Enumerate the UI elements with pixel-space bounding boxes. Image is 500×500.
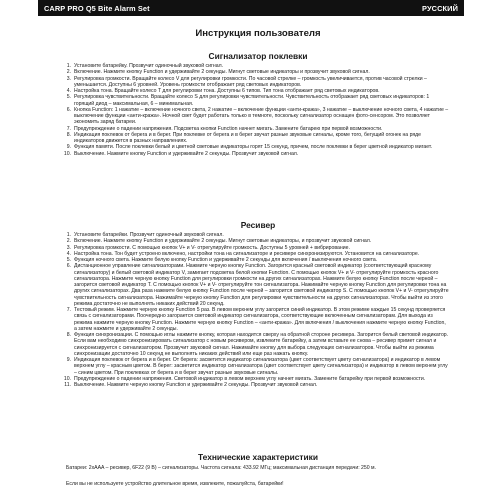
list-item-number: 8. [66,131,71,138]
list-item-number: 10. [63,375,71,382]
list-item-text: Дистанционное управление сигнализаторами. Нажмите черную кнопку Function. Загорится красный световой индикатор (соответствующий красному сигнализатору) и белый световой индикатор V, замигает подсветка белой кнопки Function. С помощью кнопок V+ и V- отрегулируйте громкость красного сигнализатора. Нажмите черную кнопку Function для регулировки громкости на других сигнализаторах. Нажмите белую кнопку Function после черной – загорится световой индикатор T. С помощью кнопок V+ и V- отрегулируйте тон сигнализатора. Нажимайте черную кнопку Function для регулировки тона на других сигнализаторах. Два раза нажмите белую кнопку Function после черной – загорится световой индикатор S. С помощью кнопок V+ и V- отрегулируйте чувствительность сигнализатора. Нажимайте черную кнопку Function для регулировки чувствительности на других сигнализаторах. Чтобы выйти из этого режима достаточно не выполнять никаких действий 20 секунд. [74,263,449,307]
list-item-text: Регулировка громкости. С помощью кнопок V+ и V- отрегулируйте громкость. Доступны 5 уровней + вибрирование. [74,244,350,251]
list-item [66,94,450,107]
list-item-text: Функция памяти. После поклевки белый и цветной световые индикаторы горят 15 секунд, причем, после поклевки в берег цветной индикатор мигает. [74,144,433,151]
receiver-section-heading: Ресивер [240,220,276,230]
list-item-text: Предупреждение о падении напряжения. Световой индикатор в левом верхнем углу начнет мигать. Замените батарейку при первой возможности. [74,375,426,382]
list-item [66,107,450,126]
list-item-number: 9. [66,357,71,363]
product-name: CARP PRO Q5 Bite Alarm Set [44,3,150,13]
list-item-number: 4. [66,250,71,257]
list-item-number: 4. [66,88,71,94]
list-item-number: 7. [66,125,71,132]
list-item-number: 3. [66,244,71,251]
document-header [38,0,464,16]
list-item-number: 10. [63,150,71,157]
specs-section-heading: Технические характеристики [197,452,319,462]
list-item [66,263,450,307]
list-item-text: Регулировка чувствительности. Вращайте колесо S для регулировки чувствительности. Чувствительность отображает ряд световых индикаторов: 1 горящий диод – максимальная, 6 – минимальная. [74,94,430,107]
list-item-text: Предупреждение о падении напряжения. Подсветка кнопки Function начнет мигать. Замените батарею при первой возможности. [74,125,383,132]
list-item-text: Выключение. Нажмите кнопку Function и удерживайте 2 секунды. Прозвучит звуковой сигнал. [74,150,299,157]
list-item-text: Настройка тона. Тон будет устроено включено, настройки тона на сигнализаторе и ресивере синхронизируются. Установится на сигнализаторе. [74,250,420,257]
page-title: Инструкция пользователя [195,28,321,39]
list-item-number: 2. [66,238,71,245]
list-item-text: Индикация поклевок от берега и в берег. От берега: засветится индикатор сигнализатора (цвет соответствует цвету сигнализатора) и индикатор в левом верхнем углу – красным цветом. В берег: засветится индикатор сигнализатора (цвет соответствует цвету сигнализатора) и индикатор в левом верхнем углу – синим цветом. При поклевках от берега и в берег звучат разные звуковые сигналы. [74,357,448,376]
list-item-text: Функция ночного света. Нажмите белую кнопку Function и удерживайте 2 секунды для включения / выключения ночного света. [74,257,378,263]
list-item-text: Включение. Нажмите кнопку Function и удерживайте 2 секунды. Мигнут световые индикаторы и прозвучит звуковой сигнал. [74,69,370,76]
list-item [66,332,450,357]
list-item-text: Установите батарейки. Прозвучит одиночный звуковой сигнал. [74,232,224,238]
alarm-section-heading: Сигнализатор поклевки [208,51,308,61]
list-item-number: 1. [66,232,71,238]
list-item-text: Включение. Нажмите кнопку Function и удерживайте 2 секунды. Мигнут световые индикаторы, и прозвучит звуковой сигнал. [74,238,372,245]
list-item-number: 8. [66,332,71,338]
specs-text: Батареи: 2xAAA – ресивер, 6F22 (9 В) – сигнализаторы. Частота сигнала: 433.92 МГц; максимальная дистанция передачи: 250 м. [66,465,377,471]
list-item-number: 6. [66,106,71,113]
list-item-number: 7. [66,307,71,313]
list-item [66,132,450,145]
list-item-number: 5. [66,94,71,101]
language-label: РУССКИЙ [422,3,458,13]
receiver-instructions-list [63,232,450,388]
list-item-text: Функция синхронизации. С помощью иглы нажмите кнопку, которая находится сверху на обратной стороне ресивера. Загорится белый световой индикатор. Если вам необходимо синхронизировать сигнализатор с новым ресивером, извлеките батарейку, а затем вставьте ее снова – ресивер примет сигнал и синхронизируется с сигнализатором. Прозвучит звуковой сигнал. Нажимайте кнопку для выбора следующих сигнализаторов. Чтобы выйти из режима синхронизации достаточно 10 секунд не выполнять никаких действий или еще раз нажать кнопку. [74,332,449,357]
list-item-text: Настройка тона. Вращайте колесо T для регулировки тона. Доступны 6 типов. Тип тона отображает ряд световых индикаторов. [74,88,380,94]
list-item-number: 1. [66,63,71,69]
list-item-text: Индикация поклевок от берега и в берег. При поклевке от берега и в берег звучат разные звуковые сигналы, кроме того, бегущий огонек на ряде индикаторов движется в разных направлениях. [74,131,422,144]
list-item-number: 11. [64,382,71,388]
list-item-number: 2. [66,69,71,76]
list-item-text: Кнопка Function: 1 нажатие – включение ночного света, 2 нажатие – включение функции «анти-кража», 3 нажатие – выключение ночного света, 4 нажатие – выключение функции «анти-кража». Ночной свет будет работать только в темноте, поскольку сигнализатор оснащен фото-сенсором. Это позволяет экономить заряд батареи. [74,106,449,126]
list-item-text: Тестовый режим. Нажмите черную кнопку Function 5 раз. В левом верхнем углу загорится синий индикатор. В этом режиме каждые 15 секунд проверяется связь с сигнализаторами. Поочередно загорается световой индикатор сигнализатора, соответствующие включенным сигнализаторам. Для выхода из режима нажмите черную кнопку Function. Нажмите черную кнопку Function – «анти-кража». Для включения / выключения нажмите черную кнопку Function, а затем нажмите и удерживайте 2 секунды. [74,307,446,332]
list-item-number: 5. [66,257,71,263]
list-item-number: 6. [66,263,71,270]
list-item [66,307,450,332]
list-item-text: Установите батарейку. Прозвучит одиночный звуковой сигнал. [74,63,223,69]
list-item-text: Регулировка громкости. Вращайте колесо V для регулировки громкости. По часовой стрелке – громкость увеличивается, против часовой стрелки – уменьшается. Доступны 6 уровней. Уровень громкости отображает ряд световых индикаторов. [74,75,427,88]
list-item [63,150,450,157]
list-item [66,382,450,388]
list-item [66,76,450,89]
list-item-text: Выключение. Нажмите черную кнопку Function и удерживайте 2 секунды. Прозвучит звуковой сигнал. [74,382,318,388]
list-item-number: 9. [66,144,71,151]
battery-notice: Если вы не используете устройство длительное время, извлеките, пожалуйста, батарейки! [66,481,284,487]
alarm-instructions-list [63,63,450,157]
list-item-number: 3. [66,75,71,82]
list-item [66,357,450,376]
